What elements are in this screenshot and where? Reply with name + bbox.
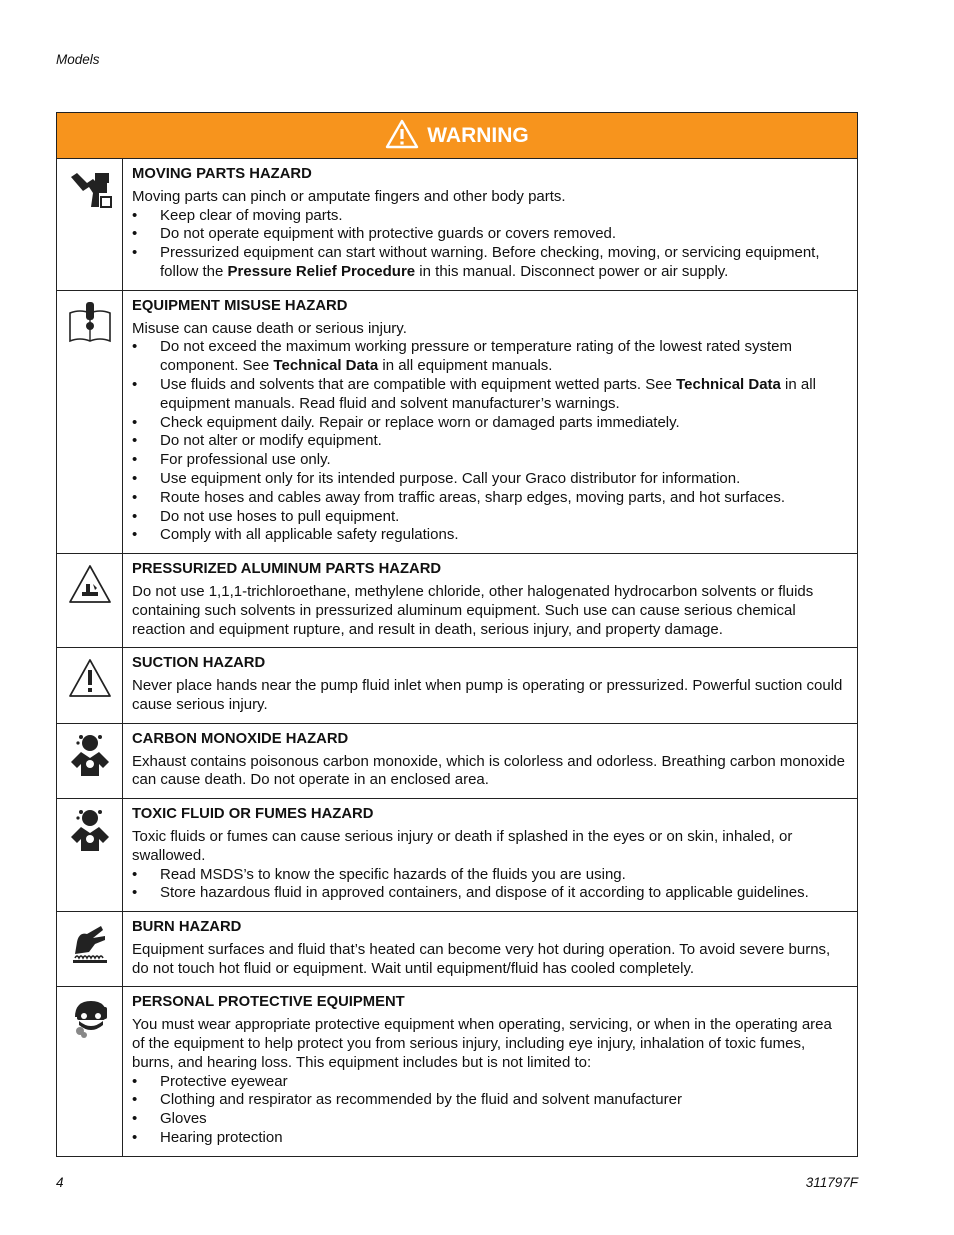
- hazard-text: [123, 554, 857, 647]
- hazard-title: PRESSURIZED ALUMINUM PARTS HAZARD: [132, 561, 442, 578]
- hazard-bullet: • Comply with all applicable safety regulations.: [132, 526, 847, 545]
- hazard-title: BURN HAZARD: [132, 919, 242, 936]
- hazard-row: [57, 986, 857, 1155]
- hazard-title: EQUIPMENT MISUSE HAZARD: [132, 297, 348, 314]
- bold-reference: Technical Data: [676, 375, 781, 393]
- hazard-bullet-list: [132, 866, 847, 904]
- document-number: 311797F: [805, 1175, 858, 1190]
- hazard-bullet: • Store hazardous fluid in approved containers, and dispose of it according to applicable guidelines.: [132, 884, 847, 903]
- hazard-bullet: • Do not use hoses to pull equipment.: [132, 508, 847, 527]
- hazard-bullet: • Check equipment daily. Repair or replace worn or damaged parts immediately.: [132, 414, 847, 433]
- page-number: 4: [56, 1175, 64, 1190]
- hazard-text: [123, 799, 857, 911]
- hazard-text: [123, 291, 857, 553]
- hazard-title: TOXIC FLUID OR FUMES HAZARD: [132, 806, 374, 823]
- burn-hand-icon: [67, 920, 113, 966]
- hazard-row: [57, 553, 857, 647]
- warning-triangle-icon: [385, 119, 419, 149]
- hazard-row: [57, 290, 857, 553]
- hazard-bullet: • Do not exceed the maximum working pressure or temperature rating of the lowest rated system component. See Technical Data in all equipment manuals.: [132, 338, 847, 376]
- hazard-bullet: • Use fluids and solvents that are compatible with equipment wetted parts. See Technical Data in all equipment manuals. Read fluid and solvent manufacturer’s warnings.: [132, 376, 847, 414]
- hazard-bullet-list: [132, 207, 847, 282]
- hazard-icon-cell: [57, 159, 123, 290]
- running-head: Models: [56, 52, 100, 67]
- hazard-text: [123, 648, 857, 722]
- hazard-description: Equipment surfaces and fluid that’s heated can become very hot during operation. To avoid severe burns, do not touch hot fluid or equipment. Wait until equipment/fluid has cooled completely.: [132, 940, 831, 977]
- hazard-bullet: • Do not alter or modify equipment.: [132, 432, 847, 451]
- hazard-bullet: • Use equipment only for its intended purpose. Call your Graco distributor for information.: [132, 470, 847, 489]
- hazard-list: [57, 159, 857, 1156]
- protective-gear-icon: [67, 995, 113, 1041]
- hazard-title: MOVING PARTS HAZARD: [132, 166, 312, 182]
- hazard-icon-cell: [57, 291, 123, 553]
- hazard-row: [57, 159, 857, 290]
- hazard-text: [123, 724, 857, 798]
- hazard-text: [123, 912, 857, 986]
- hazard-icon-cell: [57, 987, 123, 1155]
- toxic-person-icon: [67, 807, 113, 853]
- hazard-title: CARBON MONOXIDE HAZARD: [132, 730, 349, 747]
- hazard-bullet: • Keep clear of moving parts.: [132, 207, 847, 226]
- hazard-row: [57, 647, 857, 722]
- hazard-description: Toxic fluids or fumes can cause serious injury or death if splashed in the eyes or on skin, inhaled, or swallowed.: [132, 827, 793, 864]
- toxic-person-icon: [67, 732, 113, 778]
- hazard-description: Do not use 1,1,1-trichloroethane, methylene chloride, other halogenated hydrocarbon solvents or fluids containing such solvents in pressurized aluminum equipment. Such use can cause serious chemical reaction and equipment rupture, and result in death, serious injury, and property damage.: [132, 582, 814, 638]
- hazard-title: SUCTION HAZARD: [132, 655, 266, 672]
- hazard-bullet: • For professional use only.: [132, 451, 847, 470]
- manual-exclamation-icon: [67, 299, 113, 345]
- hazard-bullet: • Do not operate equipment with protective guards or covers removed.: [132, 225, 847, 244]
- hazard-row: [57, 723, 857, 798]
- hazard-description: Exhaust contains poisonous carbon monoxide, which is colorless and odorless. Breathing carbon monoxide can cause death. Do not operate in an enclosed area.: [132, 752, 845, 789]
- hazard-bullet: • Read MSDS’s to know the specific hazards of the fluids you are using.: [132, 866, 847, 885]
- warning-box: [56, 112, 858, 1157]
- bold-reference: Technical Data: [273, 357, 379, 375]
- hazard-description: Misuse can cause death or serious injury.: [132, 319, 407, 337]
- hazard-icon-cell: [57, 554, 123, 647]
- hazard-icon-cell: [57, 648, 123, 722]
- hazard-text: [123, 159, 857, 290]
- hazard-row: [57, 798, 857, 911]
- bold-reference: Pressure Relief Procedure: [227, 262, 416, 280]
- hazard-bullet: • Pressurized equipment can start without warning. Before checking, moving, or servicing equipment, follow the Pressure Relief Procedure in this manual. Disconnect power or air supply.: [132, 244, 847, 282]
- hazard-bullet: • Hearing protection: [132, 1129, 847, 1148]
- hazard-description: Moving parts can pinch or amputate fingers and other body parts.: [132, 187, 566, 205]
- hazard-bullet: • Protective eyewear: [132, 1073, 847, 1092]
- hazard-icon-cell: [57, 912, 123, 986]
- hazard-icon-cell: [57, 799, 123, 911]
- warning-title: WARNING: [427, 123, 529, 147]
- hazard-row: [57, 911, 857, 986]
- hazard-icon-cell: [57, 724, 123, 798]
- hazard-bullet-list: [132, 1073, 847, 1148]
- hazard-bullet: • Route hoses and cables away from traffic areas, sharp edges, moving parts, and hot surfaces.: [132, 489, 847, 508]
- hazard-bullet: • Clothing and respirator as recommended by the fluid and solvent manufacturer: [132, 1091, 847, 1110]
- warning-triangle-icon: [67, 656, 113, 702]
- hazard-title: PERSONAL PROTECTIVE EQUIPMENT: [132, 994, 405, 1011]
- moving-parts-icon: [67, 167, 113, 213]
- warning-header: [57, 113, 857, 159]
- aluminum-hazard-icon: [67, 562, 113, 608]
- hazard-description: You must wear appropriate protective equipment when operating, servicing, or when in the operating area of the equipment to help protect you from serious injury, including eye injury, inhalation of toxic fumes, burns, and hearing loss. This equipment includes but is not limited to:: [132, 1016, 832, 1071]
- hazard-description: Never place hands near the pump fluid inlet when pump is operating or pressurized. Powerful suction could cause serious injury.: [132, 677, 843, 713]
- hazard-text: [123, 987, 857, 1155]
- hazard-bullet-list: [132, 338, 847, 545]
- hazard-bullet: • Gloves: [132, 1110, 847, 1129]
